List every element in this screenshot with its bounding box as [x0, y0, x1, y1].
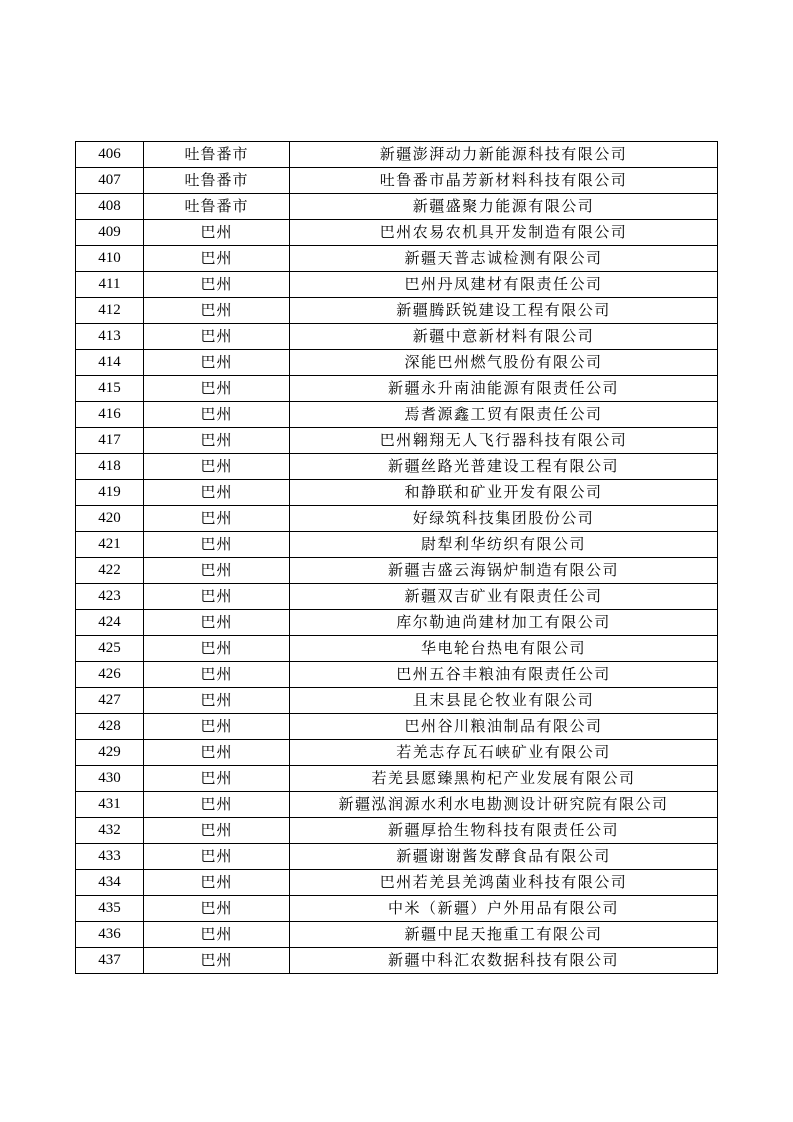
- row-number-cell: 411: [76, 272, 144, 298]
- region-cell: 吐鲁番市: [144, 194, 290, 220]
- company-name-cell: 新疆天普志诚检测有限公司: [290, 246, 718, 272]
- table-row: [76, 558, 718, 584]
- region-cell: 巴州: [144, 766, 290, 792]
- row-number-cell: 436: [76, 922, 144, 948]
- row-number-cell: 432: [76, 818, 144, 844]
- table-row: [76, 350, 718, 376]
- table-row: [76, 714, 718, 740]
- row-number-cell: 407: [76, 168, 144, 194]
- company-name-cell: 尉犁利华纺织有限公司: [290, 532, 718, 558]
- company-name-cell: 巴州丹凤建材有限责任公司: [290, 272, 718, 298]
- region-cell: 巴州: [144, 324, 290, 350]
- region-cell: 巴州: [144, 896, 290, 922]
- region-cell: 巴州: [144, 480, 290, 506]
- row-number-cell: 420: [76, 506, 144, 532]
- company-name-cell: 焉耆源鑫工贸有限责任公司: [290, 402, 718, 428]
- region-cell: 巴州: [144, 350, 290, 376]
- company-name-cell: 巴州农易农机具开发制造有限公司: [290, 220, 718, 246]
- row-number-cell: 426: [76, 662, 144, 688]
- row-number-cell: 419: [76, 480, 144, 506]
- region-cell: 巴州: [144, 688, 290, 714]
- table-row: [76, 272, 718, 298]
- region-cell: 巴州: [144, 428, 290, 454]
- company-list-table: [75, 141, 718, 974]
- row-number-cell: 416: [76, 402, 144, 428]
- company-name-cell: 巴州五谷丰粮油有限责任公司: [290, 662, 718, 688]
- table-row: [76, 402, 718, 428]
- row-number-cell: 418: [76, 454, 144, 480]
- row-number-cell: 433: [76, 844, 144, 870]
- region-cell: 巴州: [144, 558, 290, 584]
- row-number-cell: 409: [76, 220, 144, 246]
- row-number-cell: 422: [76, 558, 144, 584]
- company-name-cell: 新疆丝路光普建设工程有限公司: [290, 454, 718, 480]
- table-row: [76, 662, 718, 688]
- region-cell: 巴州: [144, 298, 290, 324]
- table-row: [76, 532, 718, 558]
- company-name-cell: 深能巴州燃气股份有限公司: [290, 350, 718, 376]
- row-number-cell: 417: [76, 428, 144, 454]
- company-name-cell: 华电轮台热电有限公司: [290, 636, 718, 662]
- row-number-cell: 410: [76, 246, 144, 272]
- company-name-cell: 巴州若羌县羌鸿菌业科技有限公司: [290, 870, 718, 896]
- company-name-cell: 新疆吉盛云海锅炉制造有限公司: [290, 558, 718, 584]
- row-number-cell: 434: [76, 870, 144, 896]
- company-name-cell: 新疆双吉矿业有限责任公司: [290, 584, 718, 610]
- table-row: [76, 688, 718, 714]
- table-row: [76, 740, 718, 766]
- row-number-cell: 435: [76, 896, 144, 922]
- row-number-cell: 421: [76, 532, 144, 558]
- table-row: [76, 454, 718, 480]
- region-cell: 巴州: [144, 454, 290, 480]
- company-name-cell: 新疆泓润源水利水电勘测设计研究院有限公司: [290, 792, 718, 818]
- company-name-cell: 好绿筑科技集团股份公司: [290, 506, 718, 532]
- row-number-cell: 437: [76, 948, 144, 974]
- region-cell: 巴州: [144, 610, 290, 636]
- table-row: [76, 922, 718, 948]
- table-row: [76, 324, 718, 350]
- row-number-cell: 423: [76, 584, 144, 610]
- table-row: [76, 506, 718, 532]
- region-cell: 巴州: [144, 506, 290, 532]
- table-row: [76, 194, 718, 220]
- region-cell: 巴州: [144, 376, 290, 402]
- region-cell: 吐鲁番市: [144, 142, 290, 168]
- company-name-cell: 新疆永升南油能源有限责任公司: [290, 376, 718, 402]
- table-row: [76, 220, 718, 246]
- region-cell: 巴州: [144, 402, 290, 428]
- company-name-cell: 吐鲁番市晶芳新材料科技有限公司: [290, 168, 718, 194]
- company-name-cell: 新疆中科汇农数据科技有限公司: [290, 948, 718, 974]
- row-number-cell: 427: [76, 688, 144, 714]
- region-cell: 巴州: [144, 662, 290, 688]
- company-name-cell: 且末县昆仑牧业有限公司: [290, 688, 718, 714]
- table-row: [76, 844, 718, 870]
- company-name-cell: 新疆中意新材料有限公司: [290, 324, 718, 350]
- table-row: [76, 428, 718, 454]
- company-name-cell: 若羌县愿臻黑枸杞产业发展有限公司: [290, 766, 718, 792]
- row-number-cell: 415: [76, 376, 144, 402]
- region-cell: 巴州: [144, 844, 290, 870]
- table-row: [76, 818, 718, 844]
- row-number-cell: 412: [76, 298, 144, 324]
- table-row: [76, 948, 718, 974]
- table-row: [76, 792, 718, 818]
- region-cell: 巴州: [144, 792, 290, 818]
- company-name-cell: 库尔勒迪尚建材加工有限公司: [290, 610, 718, 636]
- table-row: [76, 766, 718, 792]
- company-name-cell: 若羌志存瓦石峡矿业有限公司: [290, 740, 718, 766]
- table-row: [76, 142, 718, 168]
- table-row: [76, 298, 718, 324]
- company-name-cell: 新疆厚拾生物科技有限责任公司: [290, 818, 718, 844]
- row-number-cell: 424: [76, 610, 144, 636]
- region-cell: 巴州: [144, 272, 290, 298]
- table-body: [76, 142, 718, 974]
- row-number-cell: 431: [76, 792, 144, 818]
- row-number-cell: 414: [76, 350, 144, 376]
- company-name-cell: 新疆澎湃动力新能源科技有限公司: [290, 142, 718, 168]
- region-cell: 巴州: [144, 922, 290, 948]
- region-cell: 巴州: [144, 636, 290, 662]
- region-cell: 巴州: [144, 220, 290, 246]
- table-row: [76, 870, 718, 896]
- region-cell: 巴州: [144, 714, 290, 740]
- company-name-cell: 新疆中昆天拖重工有限公司: [290, 922, 718, 948]
- table-row: [76, 246, 718, 272]
- table-row: [76, 168, 718, 194]
- region-cell: 巴州: [144, 818, 290, 844]
- company-name-cell: 巴州谷川粮油制品有限公司: [290, 714, 718, 740]
- row-number-cell: 413: [76, 324, 144, 350]
- row-number-cell: 425: [76, 636, 144, 662]
- region-cell: 巴州: [144, 532, 290, 558]
- company-name-cell: 新疆谢谢酱发酵食品有限公司: [290, 844, 718, 870]
- table-row: [76, 636, 718, 662]
- row-number-cell: 428: [76, 714, 144, 740]
- region-cell: 吐鲁番市: [144, 168, 290, 194]
- company-name-cell: 新疆腾跃锐建设工程有限公司: [290, 298, 718, 324]
- table-row: [76, 376, 718, 402]
- company-name-cell: 中米（新疆）户外用品有限公司: [290, 896, 718, 922]
- region-cell: 巴州: [144, 584, 290, 610]
- region-cell: 巴州: [144, 948, 290, 974]
- region-cell: 巴州: [144, 870, 290, 896]
- company-name-cell: 巴州翱翔无人飞行器科技有限公司: [290, 428, 718, 454]
- company-name-cell: 和静联和矿业开发有限公司: [290, 480, 718, 506]
- row-number-cell: 430: [76, 766, 144, 792]
- row-number-cell: 408: [76, 194, 144, 220]
- table-row: [76, 896, 718, 922]
- table-row: [76, 610, 718, 636]
- company-name-cell: 新疆盛聚力能源有限公司: [290, 194, 718, 220]
- region-cell: 巴州: [144, 246, 290, 272]
- region-cell: 巴州: [144, 740, 290, 766]
- row-number-cell: 406: [76, 142, 144, 168]
- table-row: [76, 480, 718, 506]
- row-number-cell: 429: [76, 740, 144, 766]
- table-row: [76, 584, 718, 610]
